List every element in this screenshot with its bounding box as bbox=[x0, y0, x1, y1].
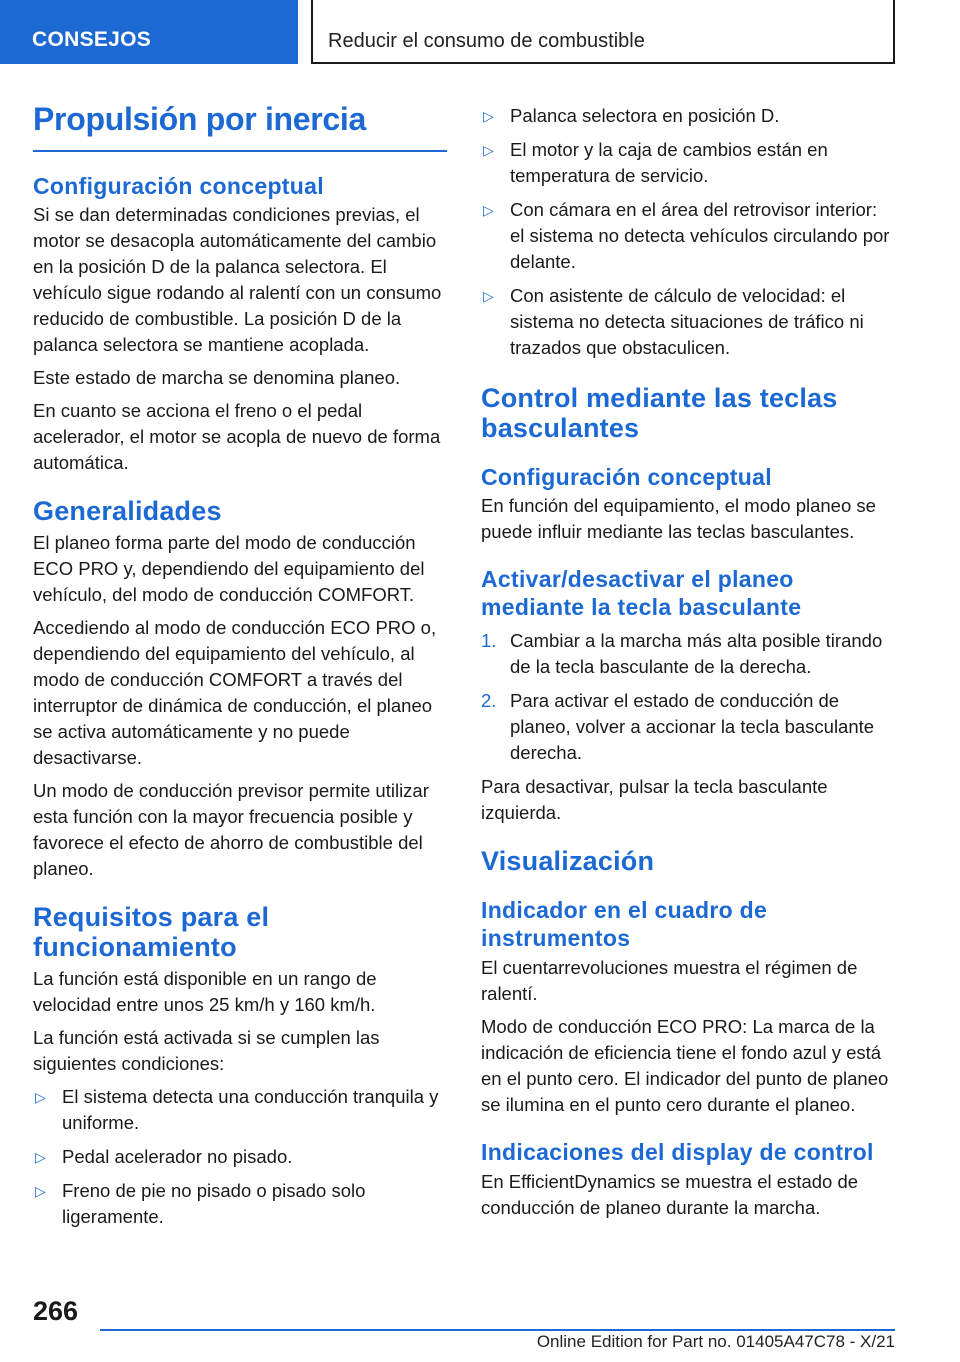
indicator-paragraph-2: Modo de conducción ECO PRO: La marca de la indicación de eficiencia tiene el fondo azul y está en el punto cero. El indicador del punto de planeo se ilumina en el punto cero durante el planeo. bbox=[481, 1016, 889, 1115]
page-number: 266 bbox=[33, 1296, 79, 1326]
general-heading: Generalidades bbox=[33, 496, 222, 526]
triangle-bullet-icon: ▷ bbox=[35, 1089, 46, 1105]
display-section-heading: Visualización bbox=[481, 846, 655, 876]
deactivate-paragraph: Para desactivar, pulsar la tecla basculante izquierda. bbox=[481, 776, 828, 823]
triangle-bullet-icon: ▷ bbox=[483, 108, 494, 124]
list-item: ▷ Palanca selectora en posición D. bbox=[481, 103, 895, 129]
left-column bbox=[33, 96, 447, 1238]
list-item: ▷ Freno de pie no pisado o pisado solo ligeramente. bbox=[35, 1180, 366, 1227]
page-title: Propulsión por inercia bbox=[33, 96, 447, 152]
indicator-paragraph-1: El cuentarrevoluciones muestra el régimen de ralentí. bbox=[481, 957, 858, 1004]
config-paragraph-1: Si se dan determinadas condiciones previas, el motor se desacopla automáticamente del cambio en la posición D de la palanca selectora. El vehículo sigue rodando al ralentí con un consumo reducido de combustible. La posición D de la palanca selectora se mantiene acoplada. bbox=[33, 204, 442, 355]
section-tab[interactable]: CONSEJOS bbox=[0, 0, 298, 64]
edition-text: Online Edition for Part no. 01405A47C78 - X/21 bbox=[536, 1332, 895, 1351]
footer-divider bbox=[100, 1329, 895, 1331]
requirements-list bbox=[33, 1084, 447, 1230]
requirements-paragraph-2: La función está activada si se cumplen las siguientes condiciones: bbox=[33, 1027, 380, 1074]
requirements-paragraph-1: La función está disponible en un rango de velocidad entre unos 25 km/h y 160 km/h. bbox=[33, 968, 377, 1015]
list-item: 1. Cambiar a la marcha más alta posible tirando de la tecla basculante de la derecha. bbox=[481, 630, 883, 677]
control-config-paragraph: En función del equipamiento, el modo planeo se puede influir mediante las teclas basculantes. bbox=[481, 495, 876, 542]
config-paragraph-2: Este estado de marcha se denomina planeo. bbox=[33, 367, 401, 388]
chapter-title: Reducir el consumo de combustible bbox=[311, 0, 895, 64]
general-paragraph-3: Un modo de conducción previsor permite utilizar esta función con la mayor frecuencia posible y favorece el efecto de ahorro de combustible del planeo. bbox=[33, 780, 429, 879]
requirements-list-continued bbox=[481, 103, 895, 361]
control-display-paragraph: En EfficientDynamics se muestra el estado de conducción de planeo durante la marcha. bbox=[481, 1171, 859, 1218]
triangle-bullet-icon: ▷ bbox=[483, 288, 494, 304]
triangle-bullet-icon: ▷ bbox=[35, 1149, 46, 1165]
list-item: ▷ Con asistente de cálculo de velocidad: el sistema no detecta situaciones de tráfico ni trazados que obstaculicen. bbox=[483, 285, 864, 358]
triangle-bullet-icon: ▷ bbox=[483, 142, 494, 158]
list-item: ▷ Con cámara en el área del retrovisor interior: el sistema no detecta vehículos circulando por delante. bbox=[483, 199, 890, 272]
list-item: 2. Para activar el estado de conducción de planeo, volver a accionar la tecla basculante derecha. bbox=[481, 690, 875, 763]
config-paragraph-3: En cuanto se acciona el freno o el pedal acelerador, el motor se acopla de nuevo de forma automática. bbox=[33, 400, 441, 473]
control-display-heading: Indicaciones del display de control bbox=[481, 1139, 874, 1165]
steps-list bbox=[481, 628, 895, 766]
general-paragraph-2: Accediendo al modo de conducción ECO PRO o, dependiendo del equipamiento del vehículo, al modo de conducción COMFORT a través del interruptor de dinámica de conducción, el planeo se activa automáticamente y no puede desactivarse. bbox=[33, 617, 437, 768]
requirements-heading: Requisitos para el funcionamiento bbox=[33, 902, 270, 962]
right-column bbox=[481, 103, 895, 1221]
list-item: ▷ Pedal acelerador no pisado. bbox=[33, 1144, 447, 1170]
control-heading: Control mediante las teclas basculantes bbox=[481, 383, 838, 443]
activate-heading: Activar/desactivar el planeo mediante la tecla basculante bbox=[481, 566, 802, 620]
page-header bbox=[0, 0, 960, 64]
list-item: ▷ El motor y la caja de cambios están en temperatura de servicio. bbox=[483, 139, 828, 186]
list-item: ▷ El sistema detecta una conducción tranquila y uniforme. bbox=[35, 1086, 439, 1133]
config-heading: Configuración conceptual bbox=[33, 173, 324, 199]
triangle-bullet-icon: ▷ bbox=[483, 202, 494, 218]
general-paragraph-1: El planeo forma parte del modo de conducción ECO PRO y, dependiendo del equipamiento del vehículo, del modo de conducción COMFORT. bbox=[33, 532, 425, 605]
triangle-bullet-icon: ▷ bbox=[35, 1183, 46, 1199]
control-config-heading: Configuración conceptual bbox=[481, 464, 772, 490]
indicator-heading: Indicador en el cuadro de instrumentos bbox=[481, 897, 768, 951]
